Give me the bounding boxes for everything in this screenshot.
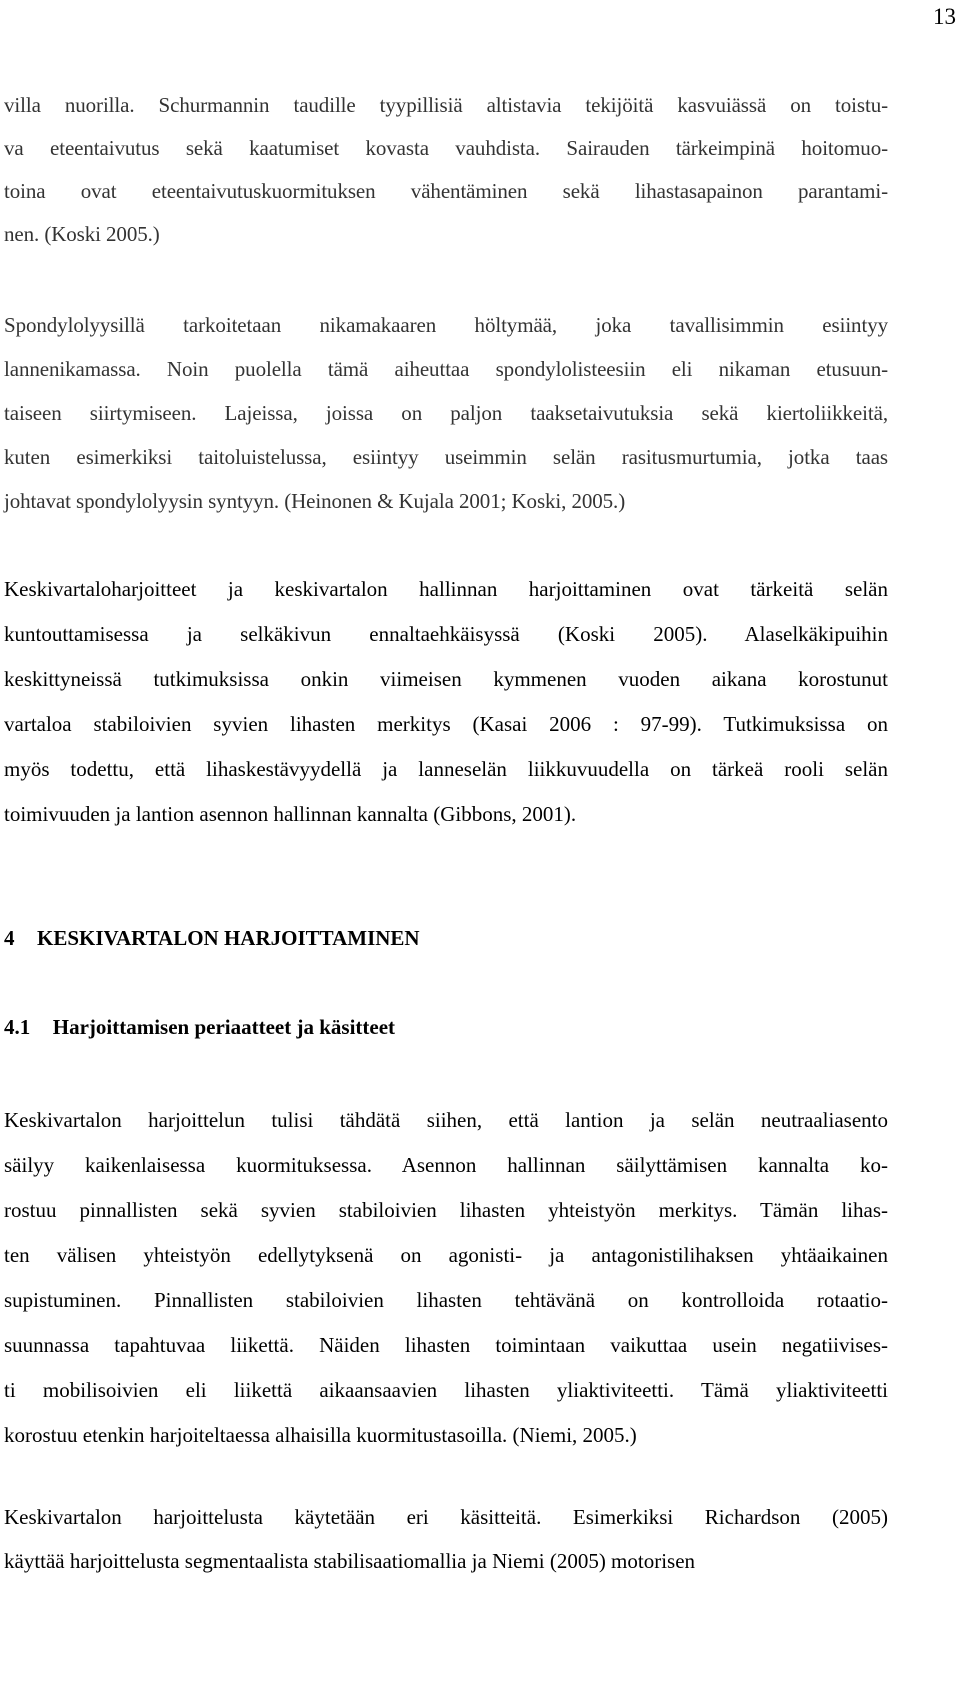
text-line: johtavat spondylolyysin syntyyn. (Heinonen & Kujala 2001; Koski, 2005.) (4, 489, 626, 513)
text-line: suunnassa tapahtuvaa liikettä. Näiden lihasten toimintaan vaikuttaa usein negatiivises- (4, 1333, 888, 1357)
paragraph-5 (4, 1495, 888, 1583)
page-number: 13 (933, 4, 956, 29)
subsection-title: Harjoittamisen periaatteet ja käsitteet (52, 1015, 396, 1039)
text-line: rostuu pinnallisten sekä syvien stabiloivien lihasten yhteistyön merkitys. Tämän lihas- (4, 1198, 888, 1222)
text-line: toimivuuden ja lantion asennon hallinnan kannalta (Gibbons, 2001). (4, 802, 577, 826)
text-line: Keskivartaloharjoitteet ja keskivartalon hallinnan harjoittaminen ovat tärkeitä selän (4, 577, 888, 601)
text-line: Keskivartalon harjoittelun tulisi tähdätä siihen, että lantion ja selän neutraaliasento (4, 1108, 888, 1132)
section-title: KESKIVARTALON HARJOITTAMINEN (37, 926, 420, 950)
paragraph-3 (4, 567, 888, 837)
text-line: vartaloa stabiloivien syvien lihasten merkitys (Kasai 2006 : 97-99). Tutkimuksissa on (4, 712, 888, 736)
text-line: säilyy kaikenlaisessa kuormituksessa. Asennon hallinnan säilyttämisen kannalta ko- (4, 1153, 888, 1177)
subsection-heading (4, 1012, 395, 1042)
paragraph-1 (4, 84, 888, 256)
subsection-number: 4.1 (4, 1015, 31, 1039)
text-line: korostuu etenkin harjoiteltaessa alhaisilla kuormitustasoilla. (Niemi, 2005.) (4, 1423, 637, 1447)
text-line: kuten esimerkiksi taitoluistelussa, esiintyy useimmin selän rasitusmurtumia, jotka taas (4, 445, 888, 469)
text-line: keskittyneissä tutkimuksissa onkin viimeisen kymmenen vuoden aikana korostunut (4, 667, 888, 691)
text-line: käyttää harjoittelusta segmentaalista stabilisaatiomallia ja Niemi (2005) motorisen (4, 1549, 696, 1573)
paragraph-2 (4, 303, 888, 523)
text-line: nen. (Koski 2005.) (4, 222, 160, 246)
text-line: Spondylolyysillä tarkoitetaan nikamakaaren höltymää, joka tavallisimmin esiintyy (4, 313, 888, 337)
text-line: Keskivartalon harjoittelusta käytetään eri käsitteitä. Esimerkiksi Richardson (2005) (4, 1505, 888, 1529)
text-line: ti mobilisoivien eli liikettä aikaansaavien lihasten yliaktiviteetti. Tämä yliaktiviteetti (4, 1378, 888, 1402)
section-heading (4, 923, 420, 953)
section-number: 4 (4, 926, 15, 950)
text-line: taiseen siirtymiseen. Lajeissa, joissa on paljon taaksetaivutuksia sekä kiertoliikkeitä, (4, 401, 888, 425)
text-line: ten välisen yhteistyön edellytyksenä on agonisti- ja antagonistilihaksen yhtäaikainen (4, 1243, 888, 1267)
text-line: kuntouttamisessa ja selkäkivun ennaltaehkäisyssä (Koski 2005). Alaselkäkipuihin (4, 622, 888, 646)
text-line: villa nuorilla. Schurmannin taudille tyypillisiä altistavia tekijöitä kasvuiässä on toistu- (4, 93, 888, 117)
text-line: supistuminen. Pinnallisten stabiloivien lihasten tehtävänä on kontrolloida rotaatio- (4, 1288, 888, 1312)
text-line: va eteentaivutus sekä kaatumiset kovasta vauhdista. Sairauden tärkeimpinä hoitomuo- (4, 136, 888, 160)
text-line: lannenikamassa. Noin puolella tämä aiheuttaa spondylolisteesiin eli nikaman etusuun- (4, 357, 888, 381)
text-line: toina ovat eteentaivutuskuormituksen vähentäminen sekä lihastasapainon parantami- (4, 179, 888, 203)
text-line: myös todettu, että lihaskestävyydellä ja lanneselän liikkuvuudella on tärkeä rooli selän (4, 757, 888, 781)
paragraph-4 (4, 1098, 888, 1458)
